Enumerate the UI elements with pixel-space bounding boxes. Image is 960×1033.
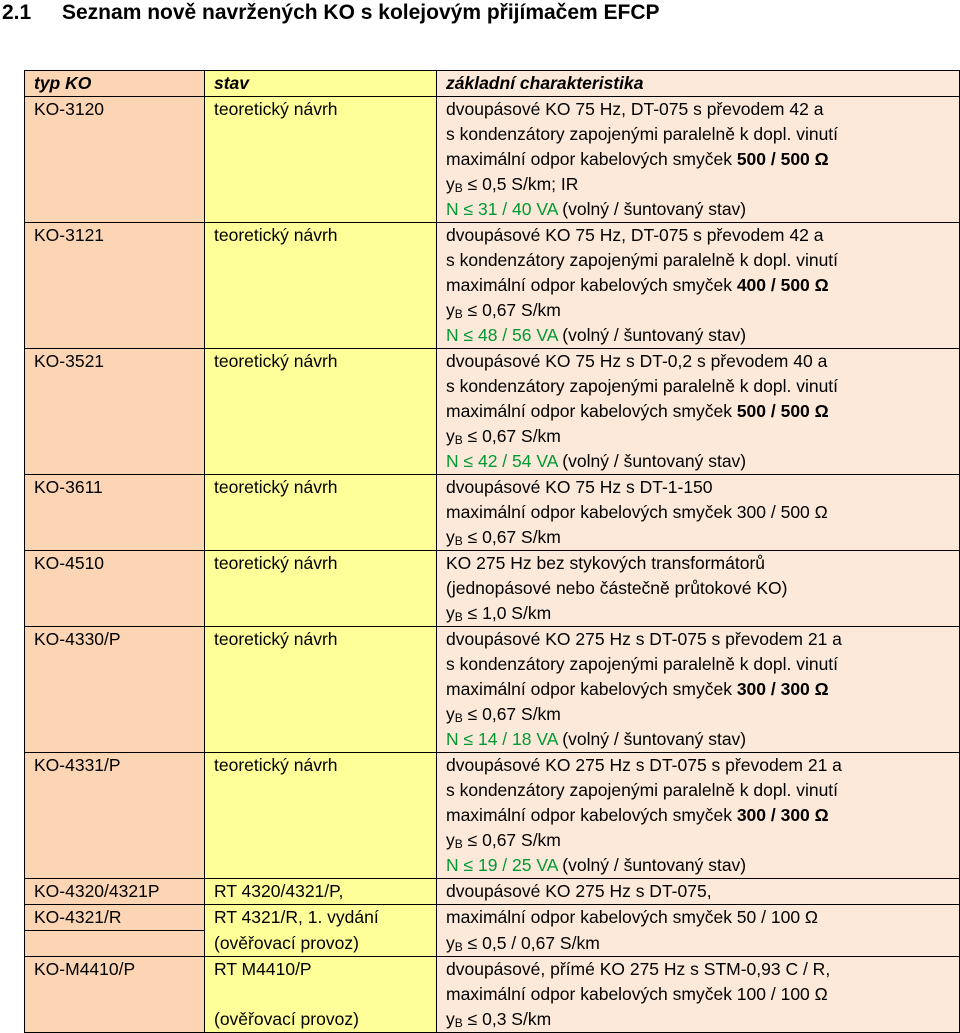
table-header-row <box>25 71 960 97</box>
ko-type-cell: KO-4331/P <box>25 753 205 879</box>
ko-table <box>24 70 960 1033</box>
ko-type-cell: KO-4330/P <box>25 627 205 753</box>
table-row <box>25 627 960 753</box>
table-row <box>25 879 960 905</box>
characteristic-cell: dvoupásové, přímé KO 275 Hz s STM-0,93 C / R, maximální odpor kabelových smyček 100 / 100 Ω <box>437 957 960 1008</box>
ko-type-cell: KO-3120 <box>25 97 205 223</box>
state-cell: teoretický návrh <box>205 349 437 475</box>
ko-type-cell: KO-3521 <box>25 349 205 475</box>
ko-type-cell <box>25 931 205 957</box>
characteristic-cell: KO 275 Hz bez stykových transformátorů (jednopásové nebo částečně průtokové KO) $y_B \le 1,0$ S/km <box>437 551 960 627</box>
state-cell: (ověřovací provoz) <box>205 931 437 957</box>
header-characteristic: základní charakteristika <box>437 71 960 97</box>
ko-type-cell: KO-3611 <box>25 475 205 551</box>
section-number: 2.1 <box>2 1 32 24</box>
ko-type-cell: KO-M4410/P <box>25 957 205 1008</box>
characteristic-cell: dvoupásové KO 275 Hz s DT-075 s převodem 21 a s kondenzátory zapojenými paralelně k dopl. vinutí maximální odpor kabelových smyček 300 / 300 Ω $y_B \le 0,67$ S/km N ≤ 19 / 25 VA (volný / šuntovaný stav) <box>437 753 960 879</box>
characteristic-cell: $y_B \le 0,5 / 0,67$ S/km <box>437 931 960 957</box>
table-row <box>25 1007 960 1033</box>
characteristic-cell: maximální odpor kabelových smyček 50 / 100 Ω <box>437 905 960 931</box>
header-state: stav <box>205 71 437 97</box>
table-row <box>25 957 960 1008</box>
section-heading <box>0 0 960 26</box>
section-title: Seznam nově navržených KO s kolejovým přijímačem EFCP <box>62 1 660 24</box>
characteristic-cell: dvoupásové KO 75 Hz s DT-0,2 s převodem 40 a s kondenzátory zapojenými paralelně k dopl. vinutí maximální odpor kabelových smyček 500 / 500 Ω $y_B \le 0,67$ S/km N ≤ 42 / 54 VA (volný / šuntovaný stav) <box>437 349 960 475</box>
ko-type-cell <box>25 1007 205 1033</box>
ko-type-cell: KO-4510 <box>25 551 205 627</box>
state-cell: teoretický návrh <box>205 475 437 551</box>
ko-type-cell: KO-4321/R <box>25 905 205 931</box>
state-cell: RT M4410/P <box>205 957 437 1008</box>
state-cell: (ověřovací provoz) <box>205 1007 437 1033</box>
characteristic-cell: dvoupásové KO 75 Hz s DT-1-150 maximální odpor kabelových smyček 300 / 500 Ω $y_B \le 0,67$ S/km <box>437 475 960 551</box>
table-row <box>25 753 960 879</box>
characteristic-cell: dvoupásové KO 75 Hz, DT-075 s převodem 42 a s kondenzátory zapojenými paralelně k dopl. vinutí maximální odpor kabelových smyček 500 / 500 Ω $y_B \le 0,5$ S/km; IR N ≤ 31 / 40 VA (volný / šuntovaný stav) <box>437 97 960 223</box>
state-cell: RT 4320/4321/P, <box>205 879 437 905</box>
state-cell: teoretický návrh <box>205 223 437 349</box>
state-cell: teoretický návrh <box>205 753 437 879</box>
table-row <box>25 223 960 349</box>
characteristic-cell: dvoupásové KO 275 Hz s DT-075 s převodem 21 a s kondenzátory zapojenými paralelně k dopl. vinutí maximální odpor kabelových smyček 300 / 300 Ω $y_B \le 0,67$ S/km N ≤ 14 / 18 VA (volný / šuntovaný stav) <box>437 627 960 753</box>
state-cell: RT 4321/R, 1. vydání <box>205 905 437 931</box>
table-row <box>25 475 960 551</box>
characteristic-cell: dvoupásové KO 275 Hz s DT-075, <box>437 879 960 905</box>
table-row <box>25 97 960 223</box>
state-cell: teoretický návrh <box>205 551 437 627</box>
table-row <box>25 905 960 931</box>
state-cell: teoretický návrh <box>205 627 437 753</box>
characteristic-cell: dvoupásové KO 75 Hz, DT-075 s převodem 42 a s kondenzátory zapojenými paralelně k dopl. vinutí maximální odpor kabelových smyček 400 / 500 Ω $y_B \le 0,67$ S/km N ≤ 48 / 56 VA (volný / šuntovaný stav) <box>437 223 960 349</box>
table-row <box>25 551 960 627</box>
table-row <box>25 931 960 957</box>
state-cell: teoretický návrh <box>205 97 437 223</box>
header-type: typ KO <box>25 71 205 97</box>
characteristic-cell: $y_B \le 0,3$ S/km <box>437 1007 960 1033</box>
ko-type-cell: KO-4320/4321P <box>25 879 205 905</box>
table-row <box>25 349 960 475</box>
ko-type-cell: KO-3121 <box>25 223 205 349</box>
